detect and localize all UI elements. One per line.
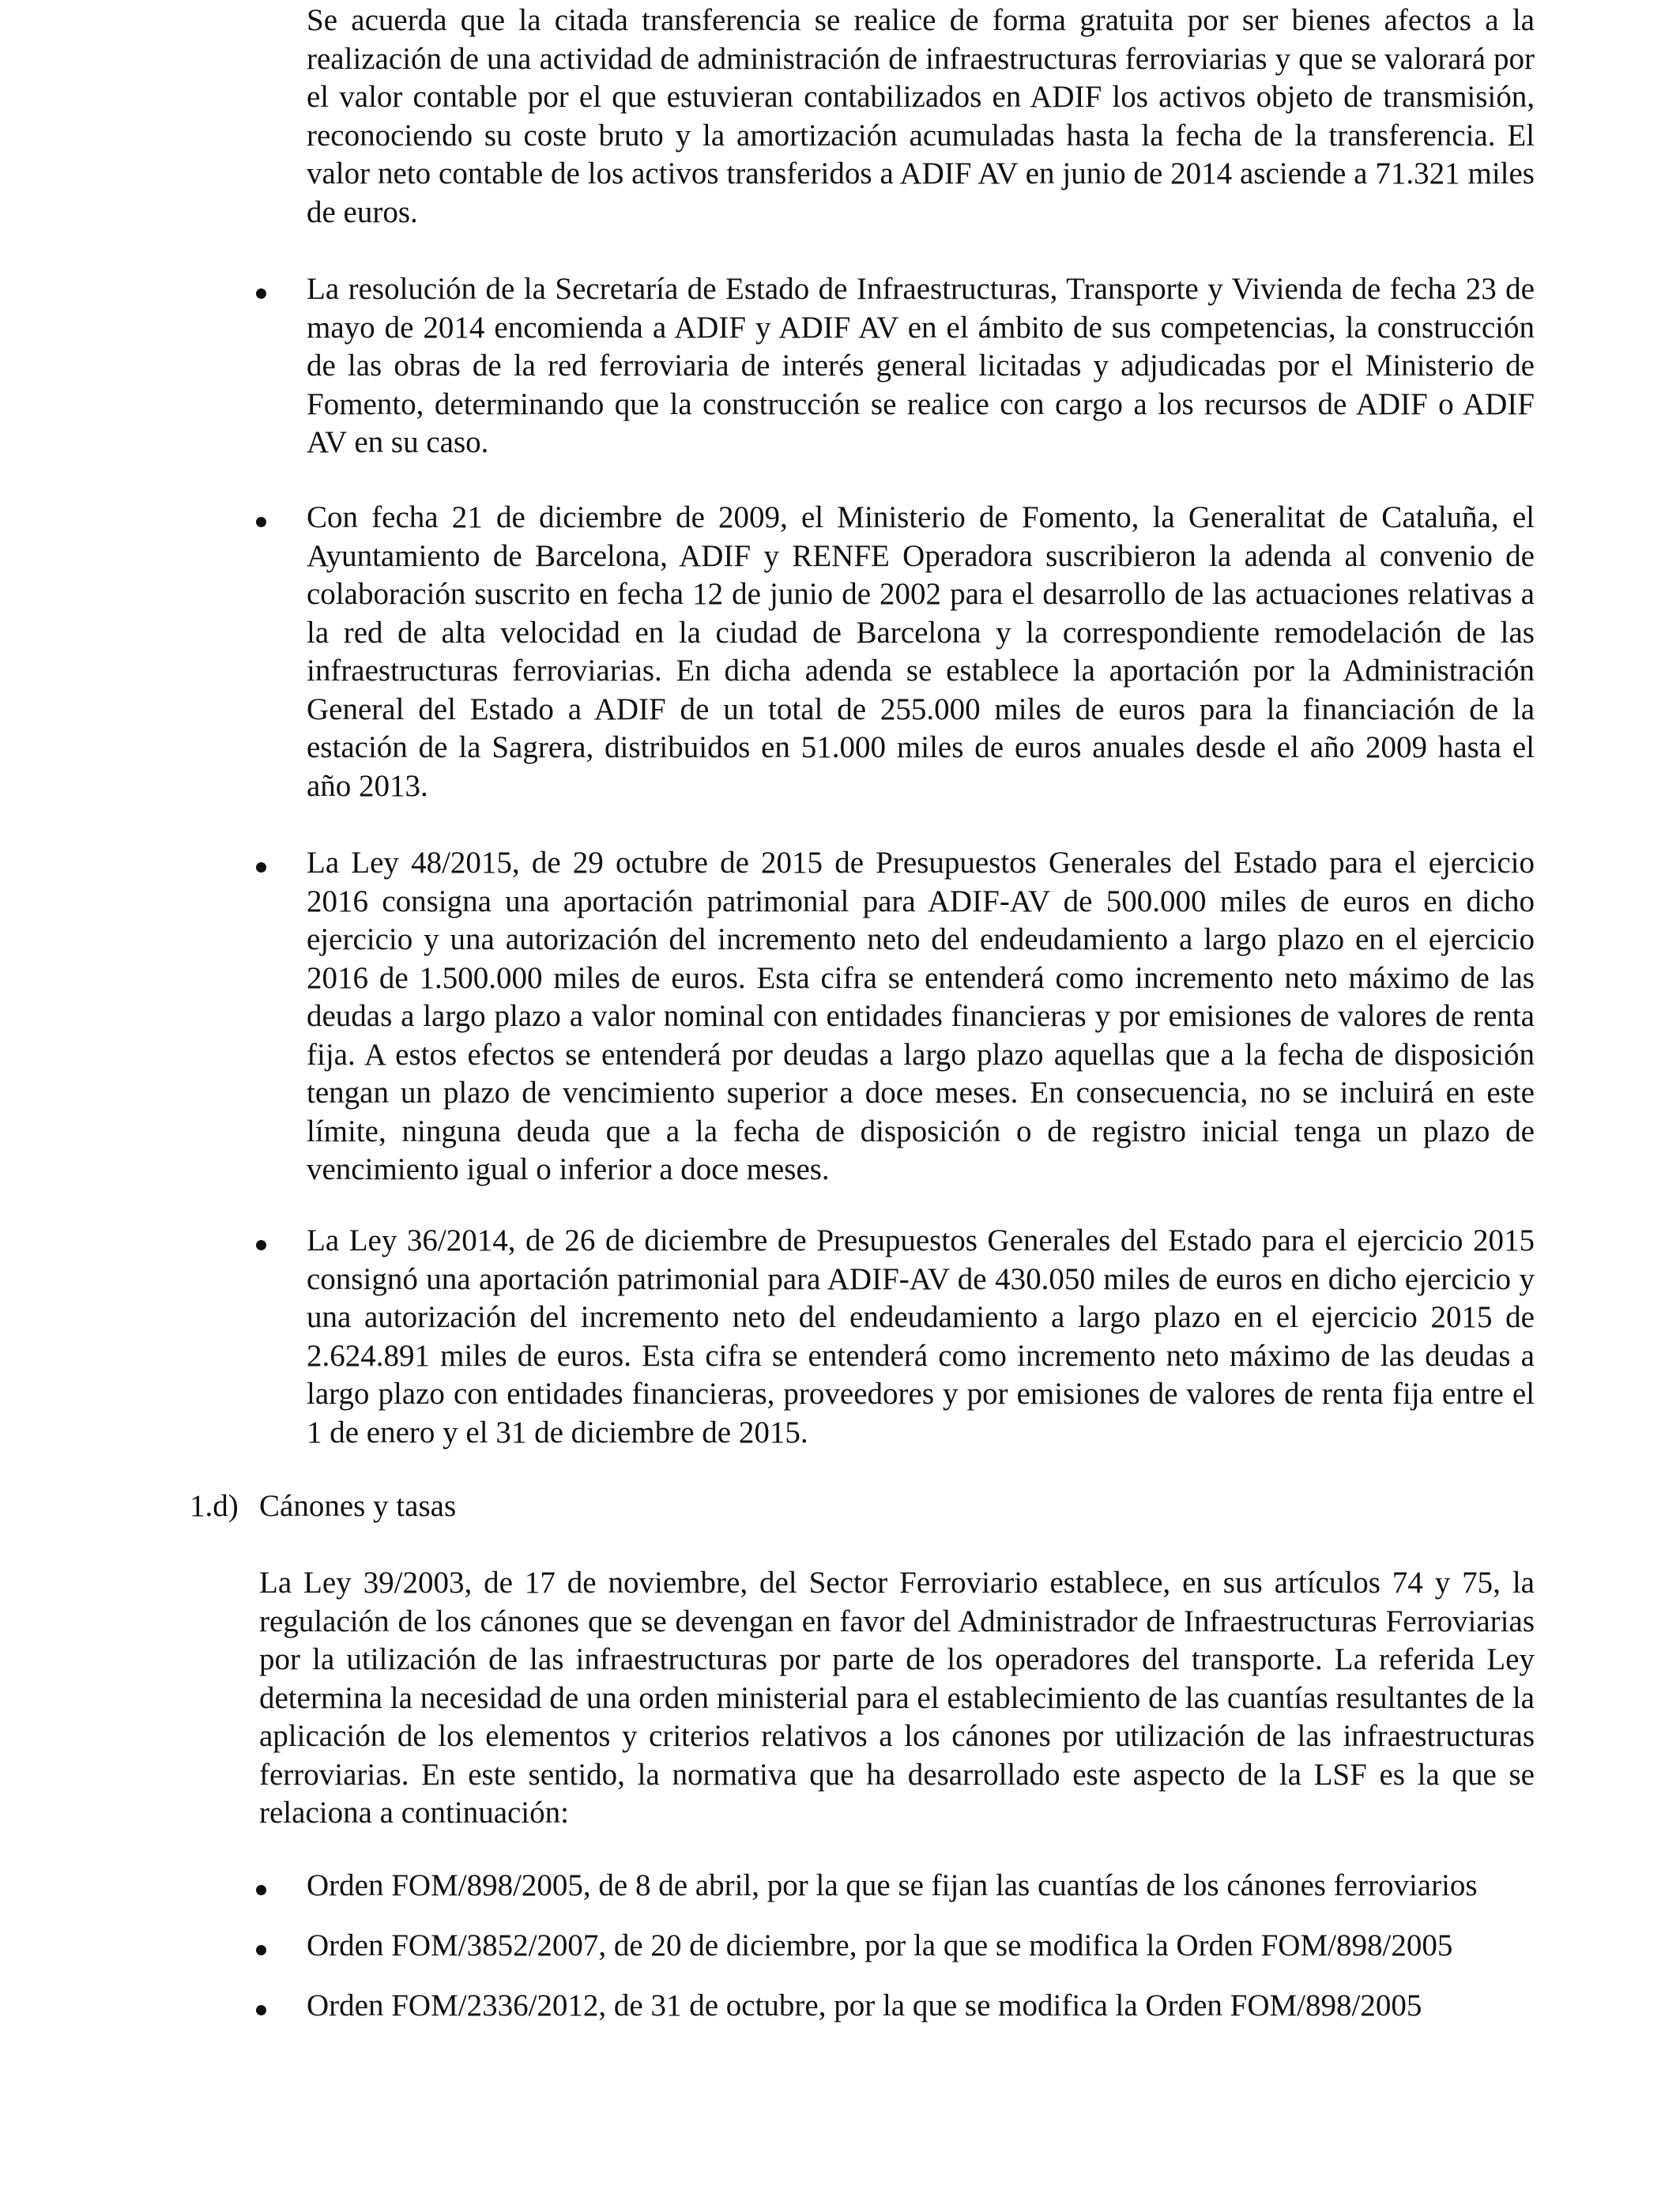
section-number: 1.d) <box>190 1489 239 1523</box>
section-paragraph: La Ley 39/2003, de 17 de noviembre, del Sector Ferroviario establece, en sus artículos 74 y 75, la regulación de los cánones que se devengan en favor del Administrador de Infraestructuras Ferroviarias por la utilización de las infraestructuras por parte de los operadores del transporte. La referida Ley determina la necesidad de una orden ministerial para el establecimiento de las cuantías resultantes de la aplicación de los elementos y criterios relativos a los cánones por utilización de las infraestructuras ferroviarias. En este sentido, la normativa que ha desarrollado este aspecto de la LSF es la que se relaciona a continuación: <box>259 1566 1535 1830</box>
bullet-icon <box>256 1945 266 1955</box>
order-text: Orden FOM/2336/2012, de 31 de octubre, por la que se modifica la Orden FOM/898/2005 <box>307 1989 1422 2022</box>
bullet-item-resolucion <box>307 270 1535 462</box>
intro-paragraph: Se acuerda que la citada transferencia se realice de forma gratuita por ser bienes afectos a la realización de una actividad de administración de infraestructuras ferroviarias y que se valorará por el valor contable por el que estuvieran contabilizados en ADIF los activos objeto de transmisión, reconociendo su coste bruto y la amortización acumuladas hasta la fecha de la transferencia. El valor neto contable de los activos transferidos a ADIF AV en junio de 2014 asciende a 71.321 miles de euros. <box>307 3 1535 229</box>
order-item-fom-3852-2007 <box>307 1927 1452 1966</box>
section-heading <box>190 1487 456 1526</box>
bullet-text: La Ley 36/2014, de 26 de diciembre de Presupuestos Generales del Estado para el ejercicio 2015 consignó una aportación patrimonial para ADIF-AV de 430.050 miles de euros en dicho ejercicio y una autorización del incremento neto del endeudamiento a largo plazo en el ejercicio 2015 de 2.624.891 miles de euros. Esta cifra se entenderá como incremento neto máximo de las deudas a largo plazo con entidades financieras, proveedores y por emisiones de valores de renta fija entre el 1 de enero y el 31 de diciembre de 2015. <box>307 1223 1535 1449</box>
bullet-item-ley-36-2014 <box>307 1222 1535 1452</box>
bullet-item-ley-48-2015 <box>307 844 1535 1189</box>
bullet-icon <box>256 1885 266 1895</box>
bullet-icon <box>256 2005 266 2015</box>
bullet-item-convenio-barcelona <box>307 499 1535 805</box>
order-text: Orden FOM/898/2005, de 8 de abril, por la que se fijan las cuantías de los cánones ferroviarios <box>307 1868 1478 1902</box>
order-text: Orden FOM/3852/2007, de 20 de diciembre, por la que se modifica la Orden FOM/898/2005 <box>307 1928 1453 1962</box>
order-item-fom-2336-2012 <box>307 1987 1422 2026</box>
order-item-fom-898-2005 <box>307 1867 1478 1906</box>
bullet-text: La resolución de la Secretaría de Estado de Infraestructuras, Transporte y Vivienda de fecha 23 de mayo de 2014 encomienda a ADIF y ADIF AV en el ámbito de sus competencias, la construcción de las obras de la red ferroviaria de interés general licitadas y adjudicadas por el Ministerio de Fomento, determinando que la construcción se realice con cargo a los recursos de ADIF o ADIF AV en su caso. <box>307 272 1535 459</box>
section-title: Cánones y tasas <box>259 1489 457 1523</box>
bullet-text: La Ley 48/2015, de 29 octubre de 2015 de Presupuestos Generales del Estado para el ejercicio 2016 consigna una aportación patrimonial para ADIF-AV de 500.000 miles de euros en dicho ejercicio y una autorización del incremento neto del endeudamiento a largo plazo en el ejercicio 2016 de 1.500.000 miles de euros. Esta cifra se entenderá como incremento neto máximo de las deudas a largo plazo a valor nominal con entidades financieras y por emisiones de valores de renta fija. A estos efectos se entenderá por deudas a largo plazo aquellas que a la fecha de disposición tengan un plazo de vencimiento superior a doce meses. En consecuencia, no se incluirá en este límite, ninguna deuda que a la fecha de disposición o de registro inicial tenga un plazo de vencimiento igual o inferior a doce meses. <box>307 846 1535 1186</box>
bullet-icon <box>256 517 266 527</box>
bullet-icon <box>256 288 266 299</box>
bullet-text: Con fecha 21 de diciembre de 2009, el Ministerio de Fomento, la Generalitat de Cataluña, el Ayuntamiento de Barcelona, ADIF y RENFE Operadora suscribieron la adenda al convenio de colaboración suscrito en fecha 12 de junio de 2002 para el desarrollo de las actuaciones relativas a la red de alta velocidad en la ciudad de Barcelona y la correspondiente remodelación de las infraestructuras ferroviarias. En dicha adenda se establece la aportación por la Administración General del Estado a ADIF de un total de 255.000 miles de euros para la financiación de la estación de la Sagrera, distribuidos en 51.000 miles de euros anuales desde el año 2009 hasta el año 2013. <box>307 500 1535 803</box>
bullet-icon <box>256 1240 266 1250</box>
bullet-icon <box>256 862 266 873</box>
